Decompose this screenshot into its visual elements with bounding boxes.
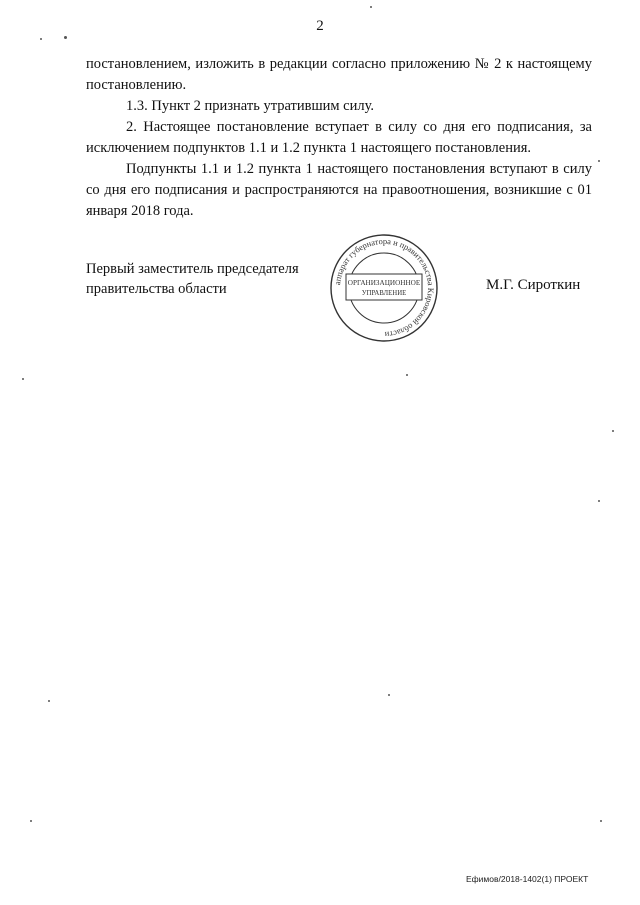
scan-speck [598, 500, 600, 502]
scan-speck [388, 694, 390, 696]
paragraph-item-1-3: 1.3. Пункт 2 признать утратившим силу. [126, 98, 375, 114]
document-body [86, 54, 592, 222]
signer-name: М.Г. Сироткин [486, 277, 581, 293]
paragraph-effective-date: Подпункты 1.1 и 1.2 пункта 1 настоящего постановления вступают в силу со дня его подписания и распространяются на правоотношения, возникшие с 01 января 2018 года. [86, 161, 592, 219]
stamp-center-line-1: ОРГАНИЗАЦИОННОЕ [347, 279, 421, 287]
scan-speck [598, 160, 600, 162]
scan-speck [600, 820, 602, 822]
document-code: Ефимов/2018-1402(1) ПРОЕКТ [466, 874, 589, 884]
signer-title-line-1: Первый заместитель председателя [86, 261, 299, 277]
scan-speck [48, 700, 50, 702]
scan-speck [612, 430, 614, 432]
organization-stamp [328, 232, 440, 344]
scan-speck [370, 6, 372, 8]
scan-speck [30, 820, 32, 822]
scan-speck [40, 38, 42, 40]
paragraph-item-2: 2. Настоящее постановление вступает в силу со дня его подписания, за исключением подпунктов 1.1 и 1.2 пункта 1 настоящего постановления. [86, 119, 592, 156]
paragraph-continuation: постановлением, изложить в редакции согласно приложению № 2 к настоящему постановлению. [86, 56, 592, 93]
scan-speck [22, 378, 24, 380]
scan-speck [406, 374, 408, 376]
signer-title-line-2: правительства области [86, 281, 227, 297]
signer-title [86, 259, 299, 299]
page-number: 2 [316, 18, 324, 34]
stamp-ring-text: аппарат губернатора и правительства Кировской области [333, 236, 436, 340]
stamp-center-line-2: УПРАВЛЕНИЕ [361, 290, 407, 297]
scan-speck [64, 36, 67, 39]
